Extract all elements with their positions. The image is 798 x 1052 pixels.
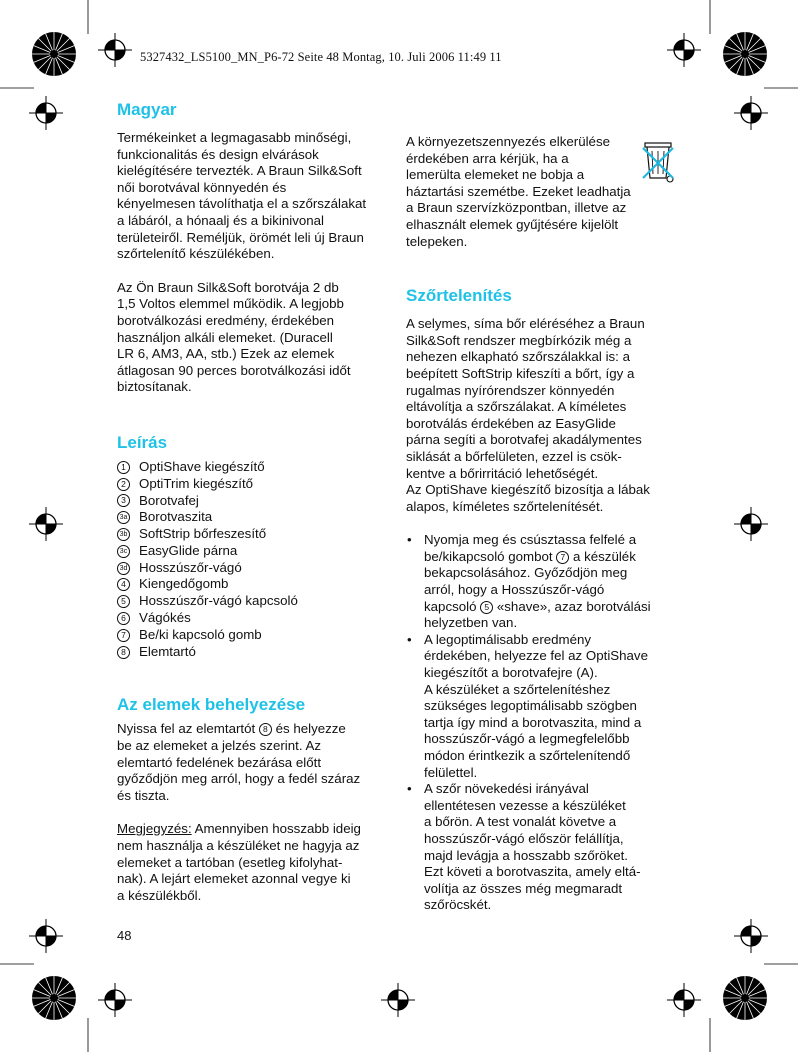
list-item: 3 Borotvafej: [117, 493, 389, 510]
print-header: 5327432_LS5100_MN_P6-72 Seite 48 Montag, 10. Juli 2006 11:49 11: [140, 50, 502, 64]
instructions-list: [406, 532, 678, 914]
list-item: 4 Kiengedőgomb: [117, 576, 389, 593]
list-item: • A szőr növekedési irányával ellentétesen vezesse a készüléket a bőrön. A test vonalát követve a hosszúszőr-vágó először felállítja, majd levágja a hosszabb szőröket. Ezt követi a borotvaszita, amely eltá- volítja az összes még megmaradt szőröcskét.: [406, 781, 678, 914]
list-item: 3b SoftStrip bőrfeszesítő: [117, 526, 389, 543]
list-item: 5 Hosszúszőr-vágó kapcsoló: [117, 593, 389, 610]
left-column: [117, 100, 389, 904]
list-item: • Nyomja meg és csúsztassa felfelé a be/kikapcsoló gombot 7 a készülék bekapcsolásához. Győződjön meg arról, hogy a Hosszúszőr-vágó kapcsoló 5 «shave», azaz borotválási helyzetben van.: [406, 532, 678, 632]
heading-szortelenites: Szőrtelenítés: [406, 286, 512, 306]
list-item: 8 Elemtartó: [117, 644, 389, 661]
crossed-bin-icon: [639, 138, 677, 186]
list-item: 3c EasyGlide párna: [117, 543, 389, 560]
list-item: 2 OptiTrim kiegészítő: [117, 476, 389, 493]
note-paragraph: Megjegyzés: Amennyiben hosszabb ideig nem használja a készüléket ne hagyja az elemeket a tartóban (esetleg kifolyhat- nak). A lejárt elemeket azonnal vegye ki a készülékből.: [117, 821, 361, 903]
intro-paragraph: Termékeinket a legmagasabb minőségi, funkcionalitás és design elvárások kielégítésére tervezték. A Braun Silk&Soft női borotvával könnyedén és kényelmesen távolíthatja el a szőrszálakat a lábáról, a hónaalj és a bikinivonal területeiről. Reméljük, örömét leli új Braun szőrtelenítő készülékében.: [117, 130, 367, 262]
heading-magyar: Magyar: [117, 100, 177, 119]
environment-paragraph: A környezetszennyezés elkerülése érdekében arra kérjük, ha a lemerülta elemeket ne bobja a háztartási szemétbe. Ezeket leadhatja a Braun szervízközpontban, illetve az elhasznált elemek gyűjtésére kijelölt telepeken.: [406, 134, 631, 249]
battery-paragraph: Az Ön Braun Silk&Soft borotvája 2 db 1,5 Voltos elemmel működik. A legjobb borotválkozási eredmény, érdekében használjon alkáli elemeket. (Duracell LR 6, AM3, AA, stb.) Ezek az elemek átlagosan 90 perces borotválkozási időt biztosítanak.: [117, 279, 351, 395]
list-item: 7 Be/ki kapcsoló gomb: [117, 627, 389, 644]
insert-paragraph: Nyissa fel az elemtartót 8 és helyezze be az elemeket a jelzés szerint. Az elemtartó fedelének bezárása előtt győződjön meg arról, hogy a fedél száraz és tiszta.: [117, 721, 361, 803]
heading-elemek: Az elemek behelyezése: [117, 695, 306, 715]
list-item: • A legoptimálisabb eredmény érdekében, helyezze fel az OptiShave kiegészítőt a borotvafejre (A). A készüléket a szőrtelenítéshez szükséges legoptimálisabb szögben tartja így mind a borotvaszita, mind a hosszúszőr-vágó a legmegfelelőbb módon érintkezik a szőrtelenítendő felülettel.: [406, 632, 678, 781]
page-number: 48: [117, 928, 132, 943]
heading-leiras: Leírás: [117, 432, 168, 452]
right-column: [406, 134, 678, 914]
parts-list: [117, 459, 389, 661]
list-item: 6 Vágókés: [117, 610, 389, 627]
list-item: 1 OptiShave kiegészítő: [117, 459, 389, 476]
list-item: 3d Hosszúszőr-vágó: [117, 560, 389, 577]
hair-removal-paragraph: A selymes, síma bőr eléréséhez a Braun Silk&Soft rendszer megbírkózik még a nehezen elkapható szőrszálakkal is: a beépített SoftStrip kifeszíti a bőrt, így a rugalmas nyírórendszer könnyedén eltávolítja a szőrszálakat. A kíméletes borotválás érdekében az EasyGlide párna segíti a borotvafej akadálymentes siklását a bőrfelületen, ezzel is csök- kentve a bőrirritáció lehetőségét. Az OptiShave kiegészítő bizosítja a lábak alapos, kíméletes szőrtelenítését.: [406, 316, 650, 514]
list-item: 3a Borotvaszita: [117, 509, 389, 526]
